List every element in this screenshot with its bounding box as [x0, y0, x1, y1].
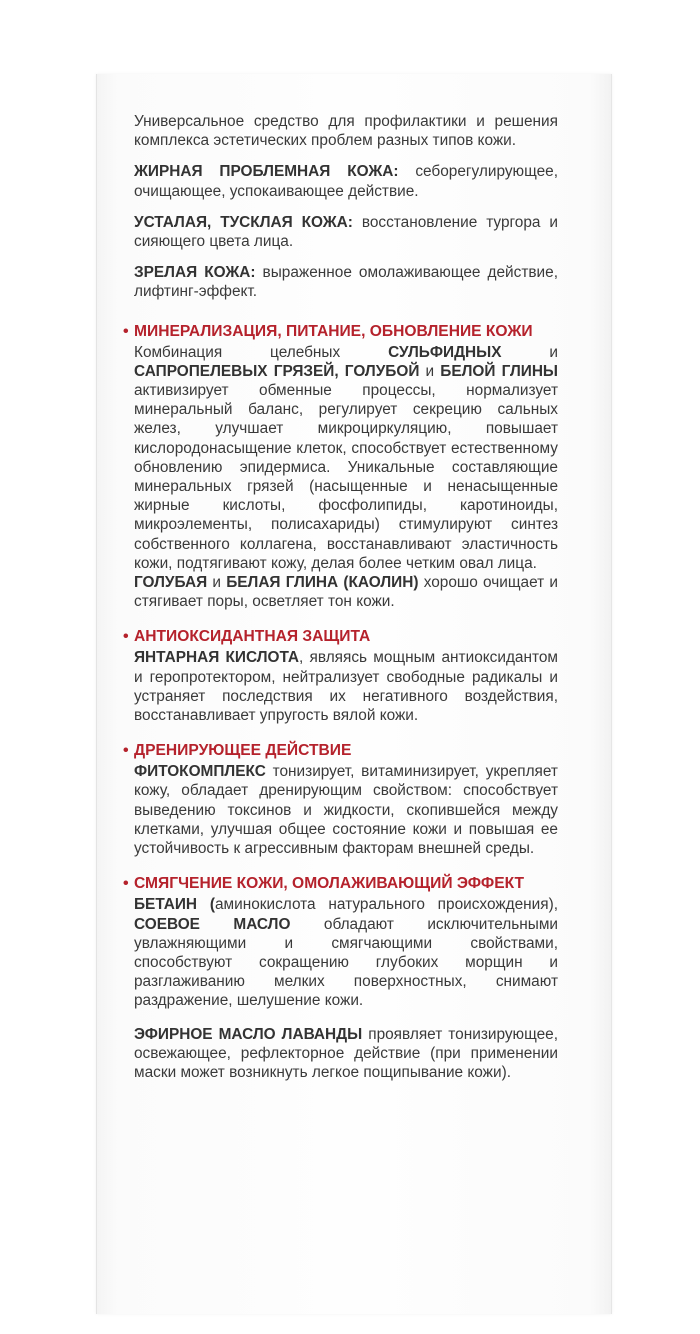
section-title: • СМЯГЧЕНИЕ КОЖИ, ОМОЛАЖИВАЮЩИЙ ЭФФЕКТ: [123, 875, 525, 893]
section-paragraph: ЭФИРНОЕ МАСЛО ЛАВАНДЫ проявляет тонизирующее, освежающее, рефлекторное действие (при применении маски может возникнуть легкое пощипывание кожи).: [134, 1025, 558, 1081]
bullet-icon: •: [123, 628, 129, 646]
section-title: • АНТИОКСИДАНТНАЯ ЗАЩИТА: [123, 628, 371, 646]
section-paragraph: ГОЛУБАЯ и БЕЛАЯ ГЛИНА (КАОЛИН) хорошо очищает и стягивает поры, осветляет тон кожи.: [134, 574, 558, 611]
section-paragraph: БЕТАИН (аминокислота натурального происхождения), СОЕВОЕ МАСЛО обладают исключительными увлажняющими и смягчающими свойствами, способствуют сокращению глубоких морщин и разглаживанию мелких поверхностных, снимают раздражение, шелушение кожи.: [134, 896, 559, 1010]
bullet-icon: •: [123, 742, 129, 760]
bullet-icon: •: [123, 875, 129, 893]
skin-type-tired: УСТАЛАЯ, ТУСКЛАЯ КОЖА: восстановление тургора и сияющего цвета лица.: [134, 213, 558, 251]
skin-type-mature: ЗРЕЛАЯ КОЖА: выраженное омолаживающее действие, лифтинг-эффект.: [134, 264, 558, 301]
section-paragraph: ФИТОКОМПЛЕКС тонизирует, витаминизирует, укрепляет кожу, обладает дренирующим свойством: способствует выведению токсинов и жидкости, скопившейся между клетками, улучшая общее состояние кожи и повышая ее устойчивость к агрессивным факторам внешней среды.: [134, 763, 558, 858]
section-mineralization: [123, 322, 558, 612]
section-title: • ДРЕНИРУЮЩЕЕ ДЕЙСТВИЕ: [123, 742, 352, 760]
product-description: [123, 112, 559, 1098]
section-draining: [123, 741, 558, 858]
intro-text: Универсальное средство для профилактики и решения комплекса эстетических проблем разных типов кожи.: [134, 113, 558, 150]
bullet-icon: •: [123, 322, 129, 340]
section-antioxidant: [123, 627, 559, 725]
skin-type-oily: ЖИРНАЯ ПРОБЛЕМНАЯ КОЖА: себорегулирующее, очищающее, успокаивающее действие.: [134, 163, 558, 200]
section-title: • МИНЕРАЛИЗАЦИЯ, ПИТАНИЕ, ОБНОВЛЕНИЕ КОЖИ: [123, 322, 533, 340]
section-softening: [123, 874, 559, 1082]
section-paragraph: Комбинация целебных СУЛЬФИДНЫХ и САПРОПЕЛЕВЫХ ГРЯЗЕЙ, ГОЛУБОЙ и БЕЛОЙ ГЛИНЫ активизирует обменные процессы, нормализует минеральный баланс, регулирует секрецию сальных желез, улучшает микроциркуляцию, повышает кислородонасыщение клеток, способствует естественному обновлению эпидермиса. Уникальные составляющие минеральных грязей (насыщенные и ненасыщенные жирные кислоты, фосфолипиды, каротиноиды, микроэлементы, полисахариды) стимулируют синтез собственного коллагена, восстанавливают эластичность кожи, подтягивают кожу, делая более четким овал лица.: [134, 343, 558, 572]
section-paragraph: ЯНТАРНАЯ КИСЛОТА, являясь мощным антиоксидантом и геропротектором, нейтрализует свободные радикалы и устраняет последствия их негативного воздействия, восстанавливает упругость вялой кожи.: [134, 649, 559, 725]
